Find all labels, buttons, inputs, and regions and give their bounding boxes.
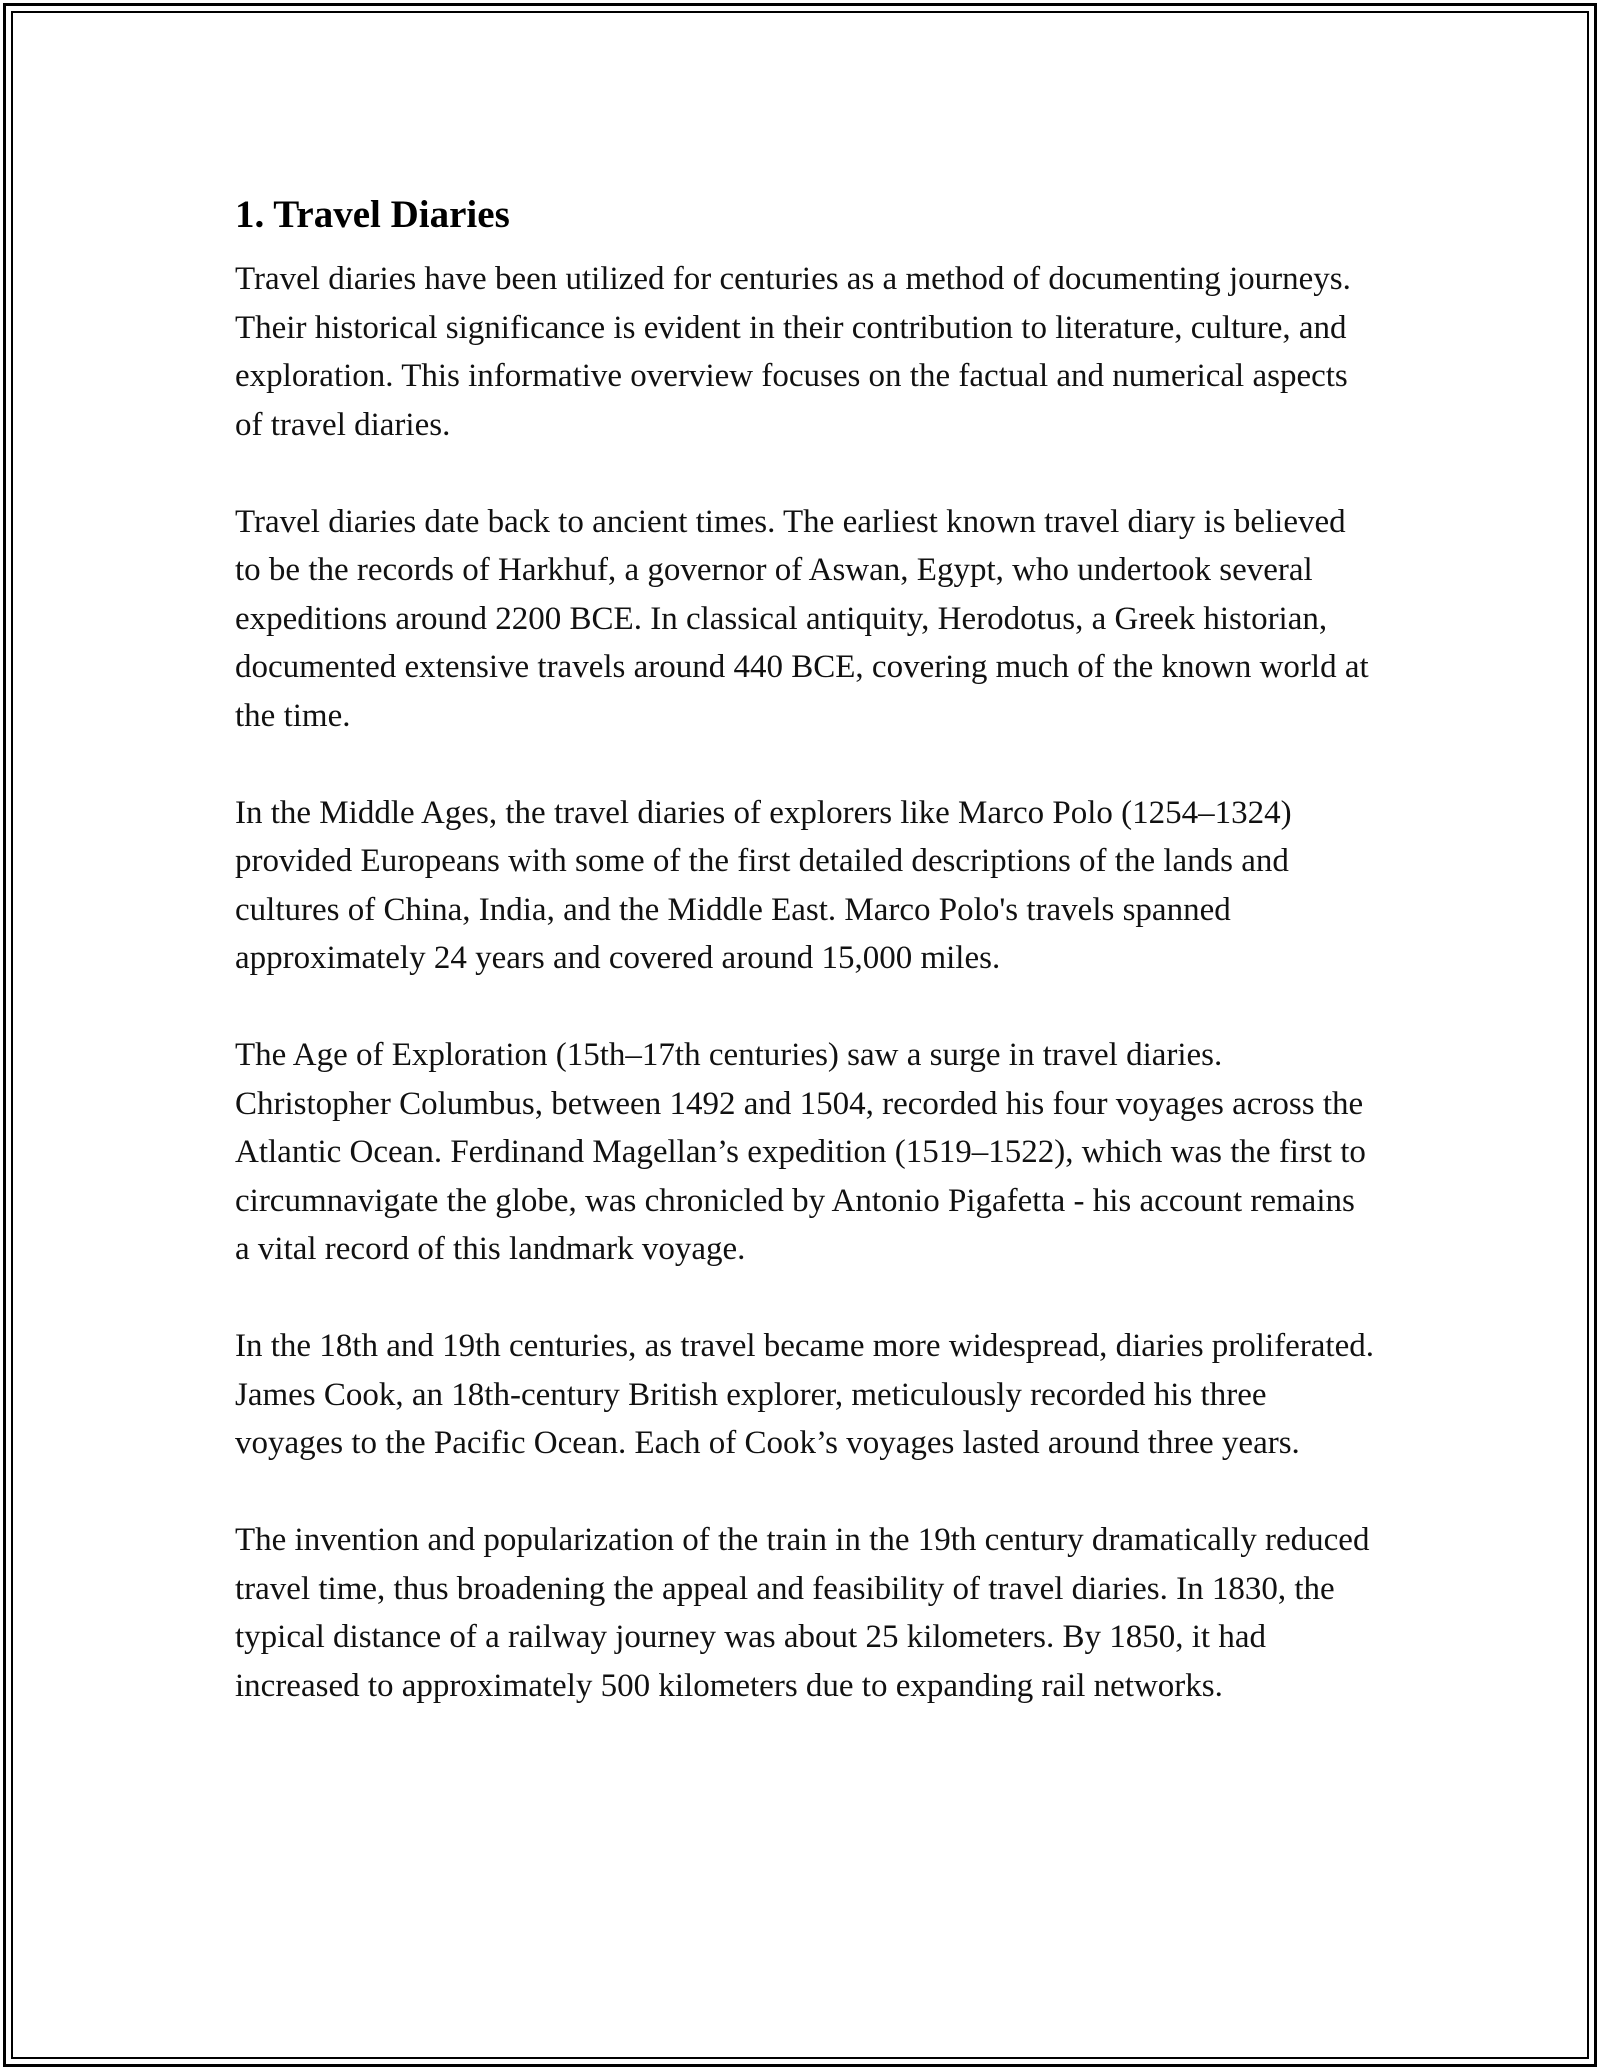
document-body (235, 185, 1375, 1759)
paragraph-ancient-times: Travel diaries date back to ancient times. The earliest known travel diary is believed to be the records of Harkhuf, a governor of Aswan, Egypt, who undertook several expeditions around 2200 BCE. In classical antiquity, Herodotus, a Greek historian, documented extensive travels around 440 BCE, covering much of the known world at the time. (235, 503, 1369, 734)
section-heading: 1. Travel Diaries (235, 193, 510, 236)
paragraph-age-of-exploration: The Age of Exploration (15th–17th centuries) saw a surge in travel diaries. Christopher Columbus, between 1492 and 1504, recorded his four voyages across the Atlantic Ocean. Ferdinand Magellan’s expedition (1519–1522), which was the first to circumnavigate the globe, was chronicled by Antonio Pigafetta - his account remains a vital record of this landmark voyage. (235, 1037, 1366, 1267)
paragraph-middle-ages: In the Middle Ages, the travel diaries of explorers like Marco Polo (1254–1324) provided Europeans with some of the first detailed descriptions of the lands and cultures of China, India, and the Middle East. Marco Polo's travels spanned approximately 24 years and covered around 15,000 miles. (235, 794, 1292, 976)
paragraph-intro: Travel diaries have been utilized for centuries as a method of documenting journeys. Their historical significance is evident in their contribution to literature, culture, and exploration. This informative overview focuses on the factual and numerical aspects of travel diaries. (235, 261, 1351, 443)
paragraph-railway: The invention and popularization of the train in the 19th century dramatically reduced travel time, thus broadening the appeal and feasibility of travel diaries. In 1830, the typical distance of a railway journey was about 25 kilometers. By 1850, it had increased to approximately 500 kilometers due to expanding rail networks. (235, 1522, 1370, 1704)
paragraph-18th-19th-centuries: In the 18th and 19th centuries, as travel became more widespread, diaries proliferated. James Cook, an 18th-century British explorer, meticulously recorded his three voyages to the Pacific Ocean. Each of Cook’s voyages lasted around three years. (235, 1328, 1374, 1461)
